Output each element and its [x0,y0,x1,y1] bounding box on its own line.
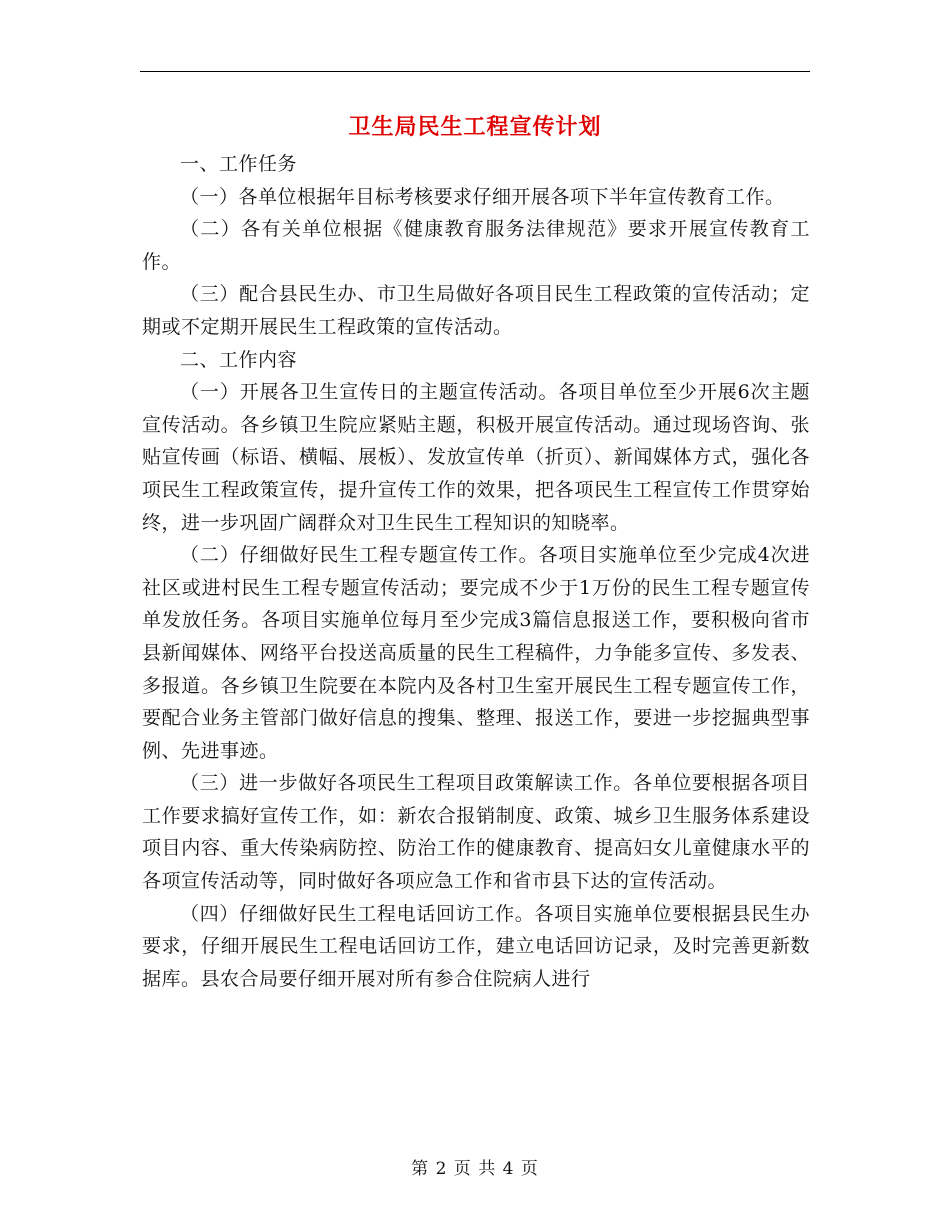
header-rule [140,71,810,72]
paragraph: （二）仔细做好民生工程专题宣传工作。各项目实施单位至少完成4次进社区或进村民生工程专题宣传活动；要完成不少于1万份的民生工程专题宣传单发放任务。各项目实施单位每月至少完成3篇信息报送工作，要积极向省市县新闻媒体、网络平台投送高质量的民生工程稿件，力争能多宣传、多发表、多报道。各乡镇卫生院要在本院内及各村卫生室开展民生工程专题宣传工作，要配合业务主管部门做好信息的搜集、整理、报送工作，要进一步挖掘典型事例、先进事迹。 [142,544,810,762]
page-number-footer: 第 2 页 共 4 页 [411,1159,539,1179]
document-body [142,148,810,995]
paragraph: （三）进一步做好各项民生工程项目政策解读工作。各单位要根据各项目工作要求搞好宣传工作，如：新农合报销制度、政策、城乡卫生服务体系建设项目内容、重大传染病防控、防治工作的健康教育、提高妇女儿童健康水平的各项宣传活动等，同时做好各项应急工作和省市县下达的宣传活动。 [142,772,810,893]
section-heading: 二、工作内容 [180,348,298,371]
section-heading: 一、工作任务 [180,153,298,175]
paragraph: （一）开展各卫生宣传日的主题宣传活动。各项目单位至少开展6次主题宣传活动。各乡镇卫生院应紧贴主题，积极开展宣传活动。通过现场咨询、张贴宣传画（标语、横幅、展板）、发放宣传单（折页）、新闻媒体方式，强化各项民生工程政策宣传，提升宣传工作的效果，把各项民生工程宣传工作贯穿始终，进一步巩固广阔群众对卫生民生工程知识的知晓率。 [142,381,810,534]
document-title: 卫生局民生工程宣传计划 [348,114,602,140]
paragraph: （一）各单位根据年目标考核要求仔细开展各项下半年宣传教育工作。 [180,185,785,208]
paragraph: （二）各有关单位根据《健康教育服务法律规范》要求开展宣传教育工作。 [142,218,810,273]
paragraph: （四）仔细做好民生工程电话回访工作。各项目实施单位要根据县民生办要求，仔细开展民生工程电话回访工作，建立电话回访记录，及时完善更新数据库。县农合局要仔细开展对所有参合住院病人进行 [142,902,810,990]
paragraph: （三）配合县民生办、市卫生局做好各项目民生工程政策的宣传活动；定期或不定期开展民生工程政策的宣传活动。 [142,283,810,338]
